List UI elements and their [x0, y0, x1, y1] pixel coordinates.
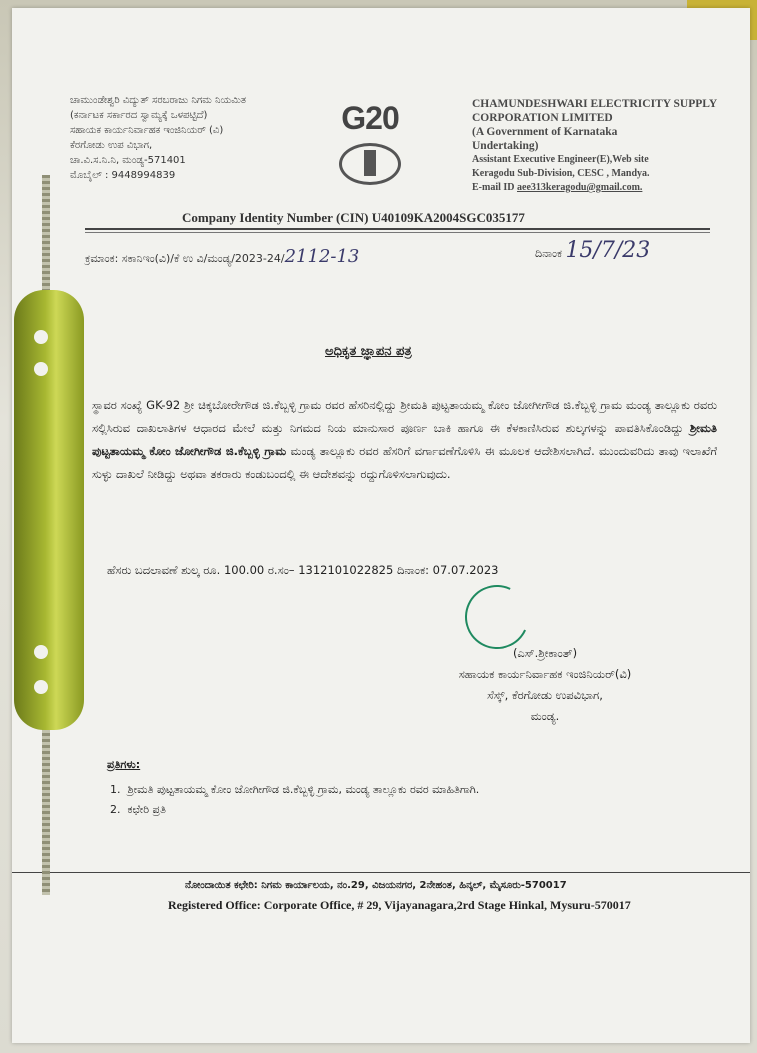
company-subtitle-line: (A Government of Karnataka: [472, 126, 618, 138]
file-clip-strip: [14, 290, 84, 730]
header-left-kannada: [70, 93, 246, 183]
clip-hole-icon: [34, 362, 48, 376]
date-label: ದಿನಾಂಕ: [535, 247, 562, 260]
body-text: ಮಂಡ್ಯ ತಾಲ್ಲೂಕು ರವರ ಹೆಸರಿಗೆ ವರ್ಗಾವಣೆಗೊಳಿಸಿ ಈ ಮೂಲಕ ಆದೇಶಿಸಲಾಗಿದೆ.: [290, 444, 595, 458]
copies-list: [110, 780, 479, 820]
reference-handwritten: 2112-13: [284, 246, 360, 267]
body-bold-name: ಶ್ರೀಮತಿ ಪುಟ್ಟತಾಯಮ್ಮ ಕೋಂ: [92, 421, 717, 458]
footer-english: Registered Office: Corporate Office, # 29, Vijayanagara,2rd Stage Hinkal, Mysuru-570017: [168, 898, 631, 912]
signatory-name: (ಎಸ್.ಶ್ರೀಕಾಂತ್): [512, 646, 578, 660]
signature-block: [410, 643, 680, 727]
list-item: 2. ಕಛೇರಿ ಪ್ರತಿ: [110, 803, 166, 816]
company-subtitle-line: Undertaking): [472, 140, 539, 152]
letter-body: [92, 394, 717, 486]
header-left-line: ಮೊಬೈಲ್ : 9448994839: [70, 170, 176, 181]
copies-heading: ಪ್ರತಿಗಳು:: [107, 758, 141, 771]
date-handwritten: 15/7/23: [565, 238, 651, 263]
office-line: Assistant Executive Engineer(E),Web site: [472, 154, 649, 165]
reference-label: ಕ್ರಮಾಂಕ: ಸಕಾನಿಇಂ(ವಿ)/ಕೆ ಉ ವಿ/ಮಂಡ್ಯ/2023-24/: [85, 252, 285, 265]
header-left-line: ಚಾಮುಂಡೇಶ್ವರಿ ವಿದ್ಯುತ್ ಸರಬರಾಜು ನಿಗಮ ನಿಯಮಿತ: [70, 95, 247, 106]
body-text: ರದ್ದುಗೊಳಿಸಲಾಗುವುದು.: [360, 467, 451, 481]
email-label: E-mail ID: [472, 182, 515, 193]
signatory-place: ಮಂಡ್ಯ.: [530, 709, 560, 723]
body-text: ಸ್ಥಾವರ ಸಂಖ್ಯೆ GK-92 ಶ್ರೀ ಚಿಕ್ಕಬೋರೇಗೌಡ ಜಿ.ಕೆಬ್ಬಳ್ಳಿ ಗ್ರಾಮ ರವರ ಹೆಸರಿನಲ್ಲಿದ್ದು ಶ್ರೀಮತಿ ಪುಟ್ಟತಾಯಮ್ಮ ಕೋಂ: [92, 398, 510, 412]
header-right-english: [472, 97, 717, 195]
email-link[interactable]: aee313keragodu@gmail.com.: [517, 182, 643, 193]
header-divider-thin: [85, 232, 710, 233]
signatory-designation: ಸಹಾಯಕ ಕಾರ್ಯನಿರ್ವಾಹಕ ಇಂಜಿನಿಯರ್(ವಿ): [458, 667, 632, 681]
office-line: Keragodu Sub-Division, CESC , Mandya.: [472, 168, 650, 179]
footer-divider: [12, 872, 750, 873]
header-left-line: ಸಹಾಯಕ ಕಾರ್ಯನಿರ್ವಾಹಕ ಇಂಜಿನಿಯರ್ (ವಿ): [70, 125, 224, 136]
email-line: [472, 181, 717, 195]
g20-logo: [325, 100, 415, 210]
header-divider: [85, 228, 710, 230]
header-left-line: ಚಾ.ವಿ.ಸ.ನಿ.ನಿ, ಮಂಡ್ಯ-571401: [70, 155, 186, 166]
g20-logo-text: G20: [341, 100, 399, 136]
body-text: ಜೋಗೀಗೌಡ ಜಿ.ಕೆಬ್ಬಳ್ಳಿ ಗ್ರಾಮ ಮಂಡ್ಯ ತಾಲ್ಲೂಕು ರವರು ಸಲ್ಲಿಸಿರುವ ದಾಖಲಾತಿಗಳ ಆಧಾರದ ಮೇಲೆ ಮತ್ತು ನಿಗಮದ ನಿಯ: [92, 398, 717, 435]
body-text: ಮಾನುಸಾರ ಪೂರ್ಣ ಬಾಕಿ ಹಾಗೂ ಈ ಕೆಳಕಾಣಿಸಿರುವ ಶುಲ್ಕಗಳನ್ನು ಪಾವತಿಸಿಕೊಂಡಿದ್ದು: [352, 421, 684, 435]
letter-date: [535, 238, 650, 263]
cesc-emblem-icon: [339, 143, 401, 185]
clip-hole-icon: [34, 645, 48, 659]
footer-kannada: ನೋಂದಾಯಿತ ಕಛೇರಿ: ನಿಗಮ ಕಾರ್ಯಾಲಯ, ನಂ.29, ವಿಜಯನಗರ, 2ನೇಹಂತ, ಹಿನ್ಕಲ್, ಮೈಸೂರು-570017: [185, 880, 567, 891]
header-left-line: (ಕರ್ನಾಟಕ ಸರ್ಕಾರದ ಸ್ವಾಮ್ಯಕ್ಕೆ ಒಳಪಟ್ಟಿದೆ): [70, 110, 208, 121]
body-text: ಮುಂದುವರಿದು ತಾವು ಇಲಾಖೆಗೆ ಸುಳ್ಳು ದಾಖಲೆ ನೀಡಿದ್ದು ಅಥವಾ ತಕರಾರು ಕಂಡುಬಂದಲ್ಲಿ ಈ ಆದೇಶವನ್ನು: [92, 444, 718, 481]
body-bold-village: ಜೋಗೀಗೌಡ ಜಿ.ಕೆಬ್ಬಳ್ಳಿ ಗ್ರಾಮ: [175, 444, 287, 458]
copy-item-text: ಕಛೇರಿ ಪ್ರತಿ: [127, 803, 166, 816]
reference-number: [85, 246, 359, 267]
copy-item-text: ಶ್ರೀಮತಿ ಪುಟ್ಟತಾಯಮ್ಮ ಕೋಂ ಜೋಗೀಗೌಡ ಜಿ.ಕೆಬ್ಬಳ್ಳಿ ಗ್ರಾಮ, ಮಂಡ್ಯ ತಾಲ್ಲೂಕು ರವರ ಮಾಹಿತಿಗಾಗಿ.: [127, 783, 480, 796]
clip-hole-icon: [34, 680, 48, 694]
company-identity-number: Company Identity Number (CIN) U40109KA2004SGC035177: [182, 210, 525, 225]
signatory-office: ಸೆಸ್ಕ್, ಕೆರಗೋಡು ಉಪವಿಭಾಗ,: [487, 688, 603, 702]
fee-details: ಹೆಸರು ಬದಲಾವಣೆ ಶುಲ್ಕ ರೂ. 100.00 ರ.ಸಂ– 1312101022825 ದಿನಾಂಕ: 07.07.2023: [107, 563, 499, 577]
clip-hole-icon: [34, 330, 48, 344]
list-item: 1. ಶ್ರೀಮತಿ ಪುಟ್ಟತಾಯಮ್ಮ ಕೋಂ ಜೋಗೀಗೌಡ ಜಿ.ಕೆಬ್ಬಳ್ಳಿ ಗ್ರಾಮ, ಮಂಡ್ಯ ತಾಲ್ಲೂಕು ರವರ ಮಾಹಿತಿಗಾಗಿ.: [110, 783, 480, 796]
header-left-line: ಕೆರಗೋಡು ಉಪ ವಿಭಾಗ,: [70, 140, 153, 151]
company-name-line: CORPORATION LIMITED: [472, 112, 613, 124]
document-title: ಅಧಿಕೃತ ಜ್ಞಾಪನ ಪತ್ರ: [325, 344, 412, 359]
company-name-line: CHAMUNDESHWARI ELECTRICITY SUPPLY: [472, 98, 718, 110]
